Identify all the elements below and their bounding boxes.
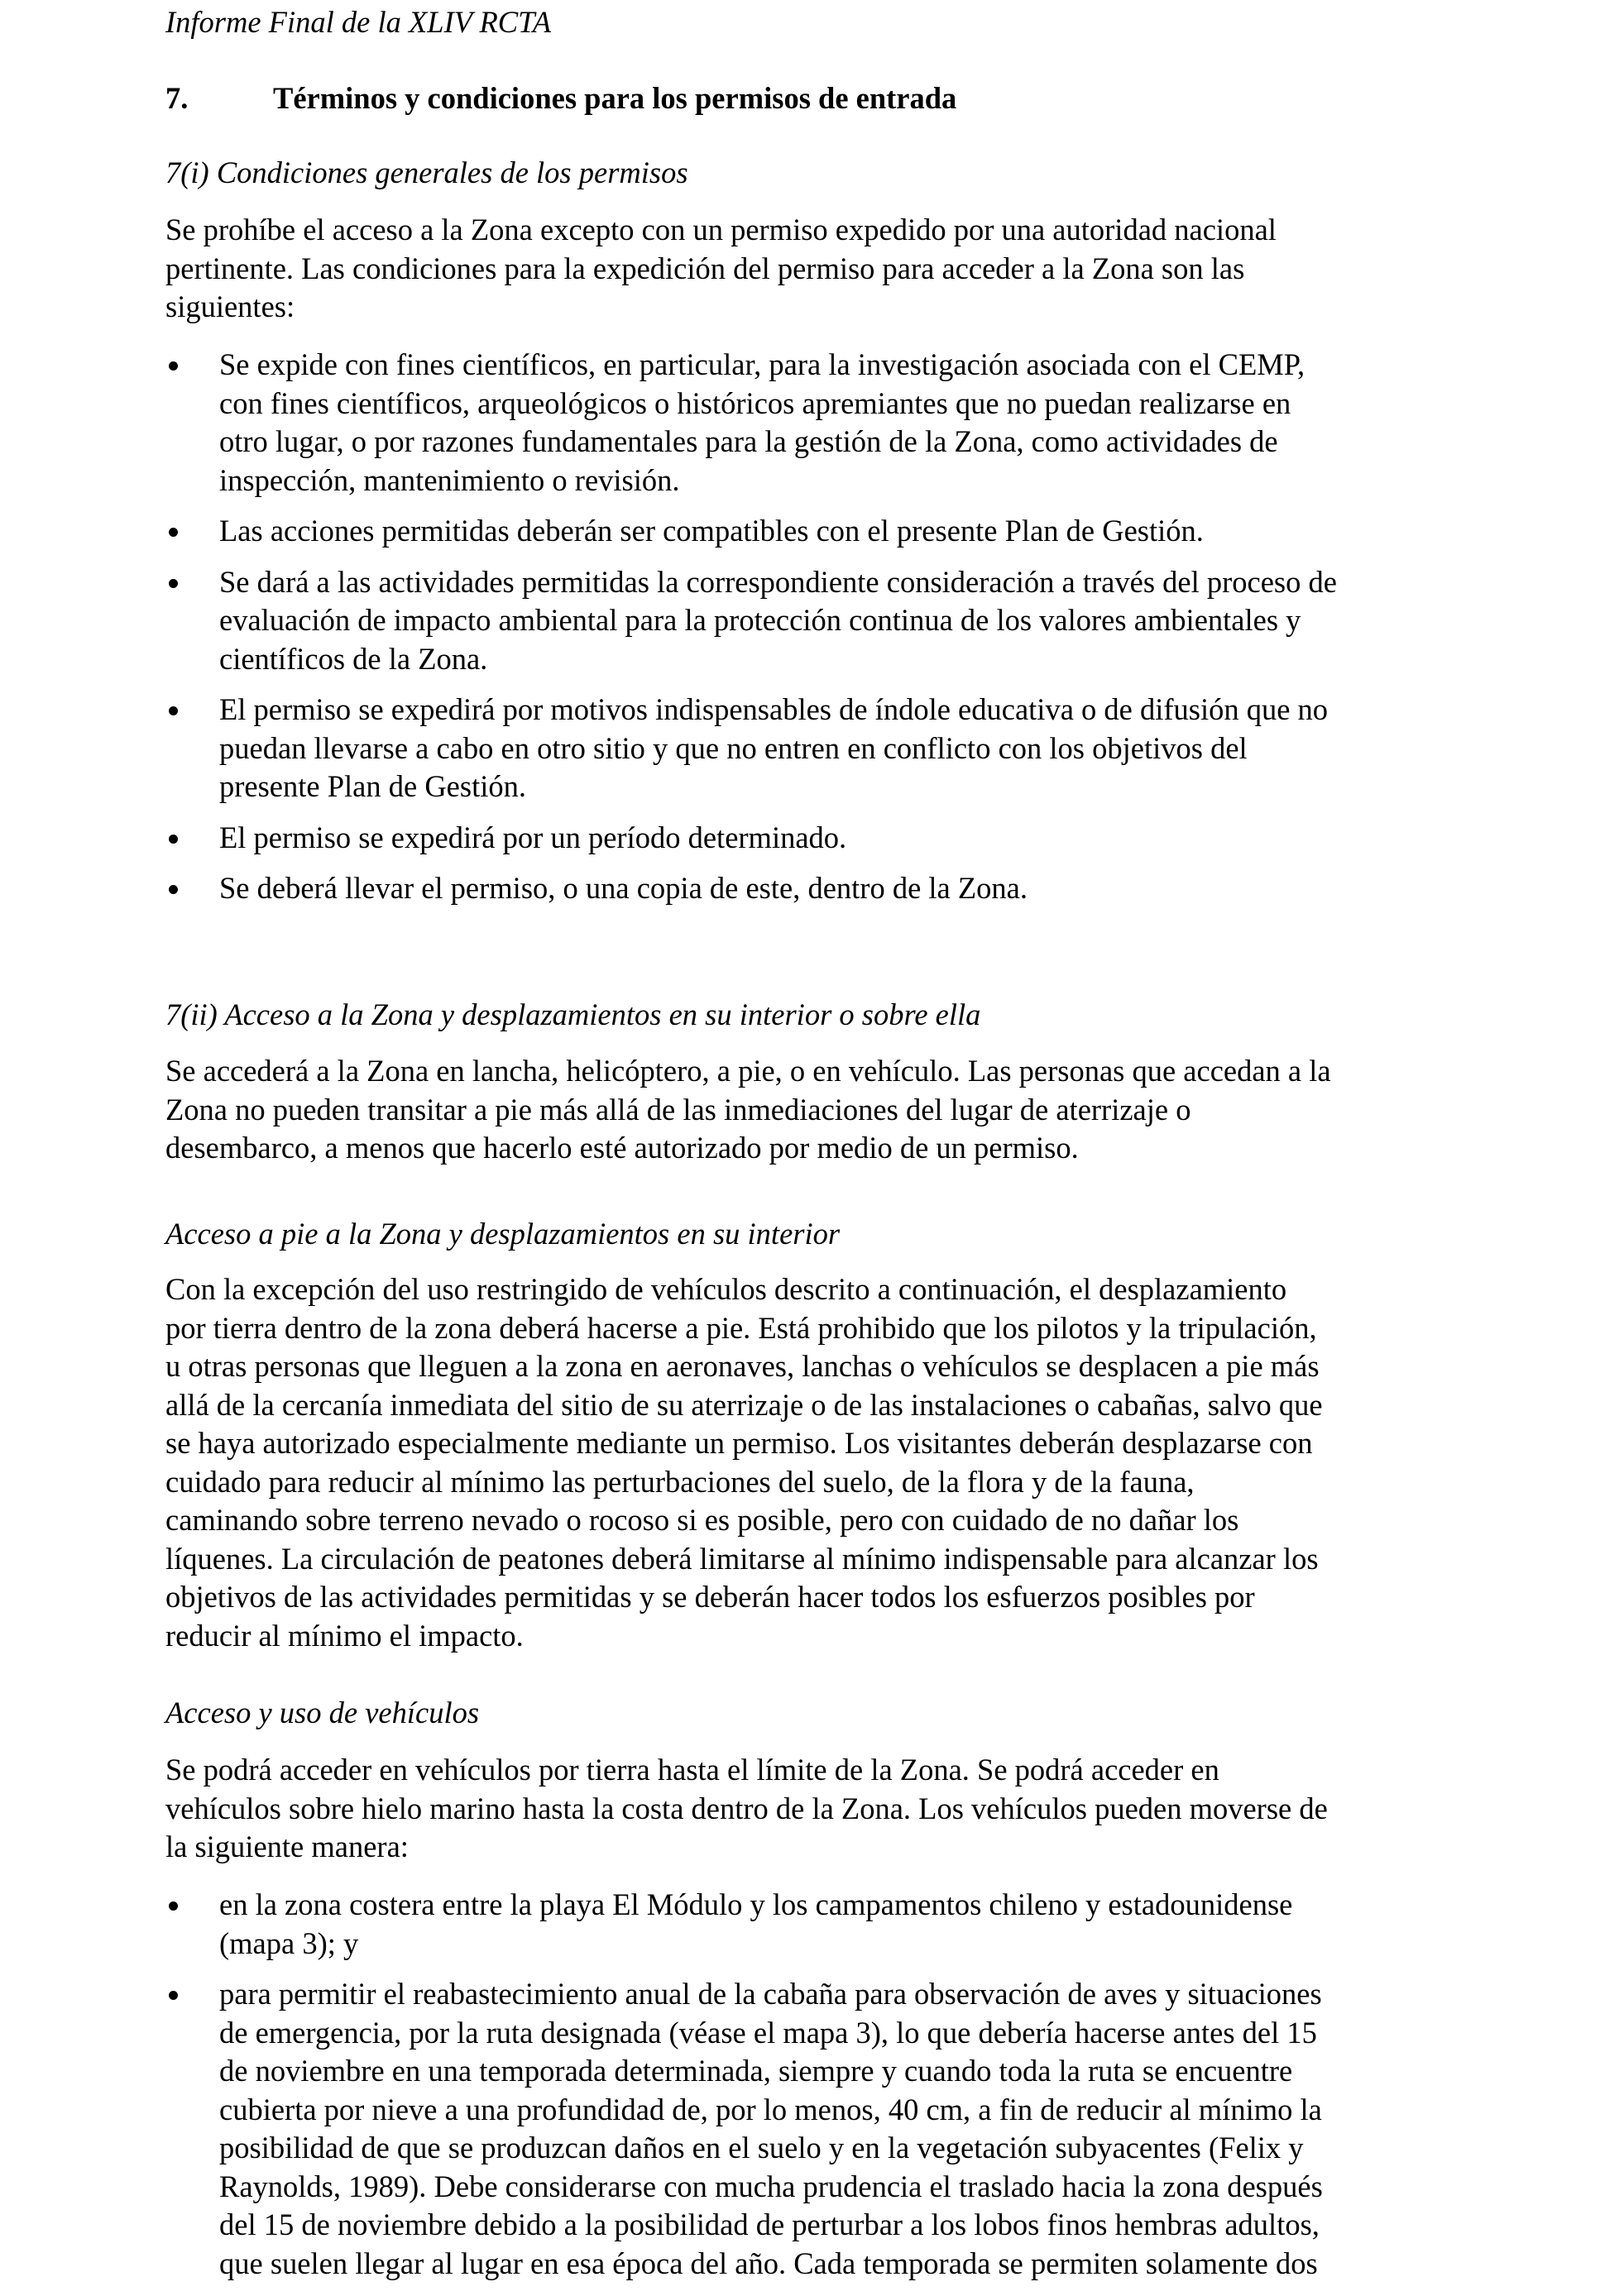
list-item-line: de emergencia, por la ruta designada (véase el mapa 3), lo que debería hacerse antes del 15 [219, 2015, 1317, 2050]
bullet-icon [169, 579, 178, 588]
list-item-line: científicos de la Zona. [219, 641, 488, 676]
subsection-i-title: 7(i) Condiciones generales de los permisos [165, 155, 688, 189]
foot-access-title: Acceso a pie a la Zona y desplazamientos en su interior [165, 1217, 841, 1251]
vehicle-access-section [165, 1691, 1481, 1735]
section-heading [165, 76, 956, 121]
paragraph-line: Se accederá a la Zona en lancha, helicóptero, a pie, o en vehículo. Las personas que accedan a la [165, 1054, 1331, 1088]
paragraph-line: u otras personas que lleguen a la zona en aeronaves, lanchas o vehículos se desplacen a pie más [165, 1349, 1320, 1383]
list-item-line: otro lugar, o por razones fundamentales para la gestión de la Zona, como actividades de [219, 424, 1278, 458]
paragraph-line: pertinente. Las condiciones para la expedición del permiso para acceder a la Zona son las [165, 251, 1245, 285]
list-item-line: El permiso se expedirá por un período determinado. [219, 820, 847, 854]
list-item-line: del 15 de noviembre debido a la posibilidad de perturbar a los lobos finos hembras adultos, [219, 2208, 1320, 2241]
list-item-line: en la zona costera entre la playa El Módulo y los campamentos chileno y estadounidense [219, 1887, 1293, 1921]
paragraph-line: Zona no pueden transitar a pie más allá de las inmediaciones del lugar de aterrizaje o [165, 1092, 1191, 1126]
paragraph-line: la siguiente manera: [165, 1830, 409, 1863]
subsection-i [165, 151, 1481, 195]
subsection-ii [165, 993, 1481, 1037]
bullet-icon [169, 1901, 178, 1911]
paragraph-line: cuidado para reducir al mínimo las perturbaciones del suelo, de la flora y de la fauna, [165, 1464, 1195, 1499]
section-number: 7. [165, 81, 189, 115]
subsection-ii-title: 7(ii) Acceso a la Zona y desplazamientos en su interior o sobre ella [165, 997, 981, 1031]
list-item-line: con fines científicos, arqueológicos o históricos apremiantes que no puedan realizarse en [219, 385, 1291, 420]
list-item-line: que suelen llegar al lugar en esa época del año. Cada temporada se permiten solamente dos [219, 2246, 1318, 2280]
list-item-line: Raynolds, 1989). Debe considerarse con mucha prudencia el traslado hacia la zona después [219, 2169, 1323, 2203]
list-item-line: posibilidad de que se produzcan daños en el suelo y en la vegetación subyacentes (Felix y [219, 2131, 1304, 2164]
vehicle-access-text [165, 1751, 1481, 1867]
bullet-icon [169, 361, 178, 371]
paragraph-line: Se prohíbe el acceso a la Zona excepto con un permiso expedido por una autoridad nacional [165, 213, 1277, 246]
list-item-line: presente Plan de Gestión. [219, 769, 526, 803]
list-item [165, 869, 1481, 908]
paragraph-line: vehículos sobre hielo marino hasta la costa dentro de la Zona. Los vehículos pueden moverse de [165, 1791, 1328, 1825]
paragraph-line: por tierra dentro de la zona deberá hacerse a pie. Está prohibido que los pilotos y la tripulación, [165, 1310, 1317, 1345]
vehicle-movement-list [165, 1886, 1481, 2283]
paragraph-line: allá de la cercanía inmediata del sitio de su aterrizaje o de las instalaciones o cabañas, salvo que [165, 1387, 1323, 1422]
list-item-line: El permiso se expedirá por motivos indispensables de índole educativa o de difusión que no [219, 692, 1329, 726]
list-item-line: Las acciones permitidas deberán ser compatibles con el presente Plan de Gestión. [219, 514, 1204, 548]
list-item-line: puedan llevarse a cabo en otro sitio y que no entren en conflicto con los objetivos del [219, 730, 1248, 765]
bullet-icon [169, 1991, 178, 2000]
subsection-ii-intro [165, 1052, 1481, 1168]
bullet-icon [169, 835, 178, 844]
paragraph-line: se haya autorizado especialmente mediante un permiso. Los visitantes deberán desplazarse con [165, 1426, 1313, 1460]
list-item [165, 1975, 1481, 2283]
bullet-icon [169, 706, 178, 715]
list-item-line: Se deberá llevar el permiso, o una copia de este, dentro de la Zona. [219, 871, 1028, 905]
foot-access-text [165, 1270, 1481, 1655]
list-item [165, 1886, 1481, 1963]
list-item-line: cubierta por nieve a una profundidad de, por lo menos, 40 cm, a fin de reducir al mínimo la [219, 2092, 1322, 2126]
bullet-icon [169, 528, 178, 537]
list-item-line: Se expide con fines científicos, en particular, para la investigación asociada con el CEMP, [219, 347, 1305, 381]
list-item [165, 819, 1481, 858]
paragraph-line: reducir al mínimo el impacto. [165, 1618, 524, 1653]
permit-conditions-list [165, 346, 1481, 908]
paragraph-line: desembarco, a menos que hacerlo esté autorizado por medio de un permiso. [165, 1131, 1079, 1165]
list-item-line: evaluación de impacto ambiental para la protección continua de los valores ambientales y [219, 603, 1301, 637]
list-item [165, 691, 1481, 806]
list-item [165, 512, 1481, 551]
section-title: Términos y condiciones para los permisos de entrada [273, 81, 957, 115]
list-item-line: de noviembre en una temporada determinada, siempre y cuando toda la ruta se encuentre [219, 2054, 1293, 2088]
list-item [165, 346, 1481, 500]
bullet-icon [169, 885, 178, 894]
list-item-line: inspección, mantenimiento o revisión. [219, 462, 680, 497]
subsection-i-intro [165, 211, 1481, 327]
paragraph-line: Se podrá acceder en vehículos por tierra hasta el límite de la Zona. Se podrá acceder en [165, 1753, 1219, 1787]
paragraph-line: caminando sobre terreno nevado o rocoso si es posible, pero con cuidado de no dañar los [165, 1503, 1239, 1537]
paragraph-line: Con la excepción del uso restringido de vehículos descrito a continuación, el desplazamiento [165, 1272, 1287, 1306]
list-item-line: (mapa 3); y [219, 1925, 359, 1960]
foot-access-section [165, 1212, 1481, 1256]
paragraph-line: líquenes. La circulación de peatones deberá limitarse al mínimo indispensable para alcanzar los [165, 1541, 1319, 1576]
running-header: Informe Final de la XLIV RCTA [165, 5, 552, 39]
list-item-line: para permitir el reabastecimiento anual de la cabaña para observación de aves y situaciones [219, 1977, 1322, 2011]
paragraph-line: siguientes: [165, 289, 295, 323]
list-item-line: Se dará a las actividades permitidas la correspondiente consideración a través del proceso de [219, 564, 1337, 599]
list-item [165, 563, 1481, 679]
paragraph-line: objetivos de las actividades permitidas y se deberán hacer todos los esfuerzos posibles por [165, 1580, 1255, 1614]
vehicle-access-title: Acceso y uso de vehículos [165, 1696, 480, 1729]
